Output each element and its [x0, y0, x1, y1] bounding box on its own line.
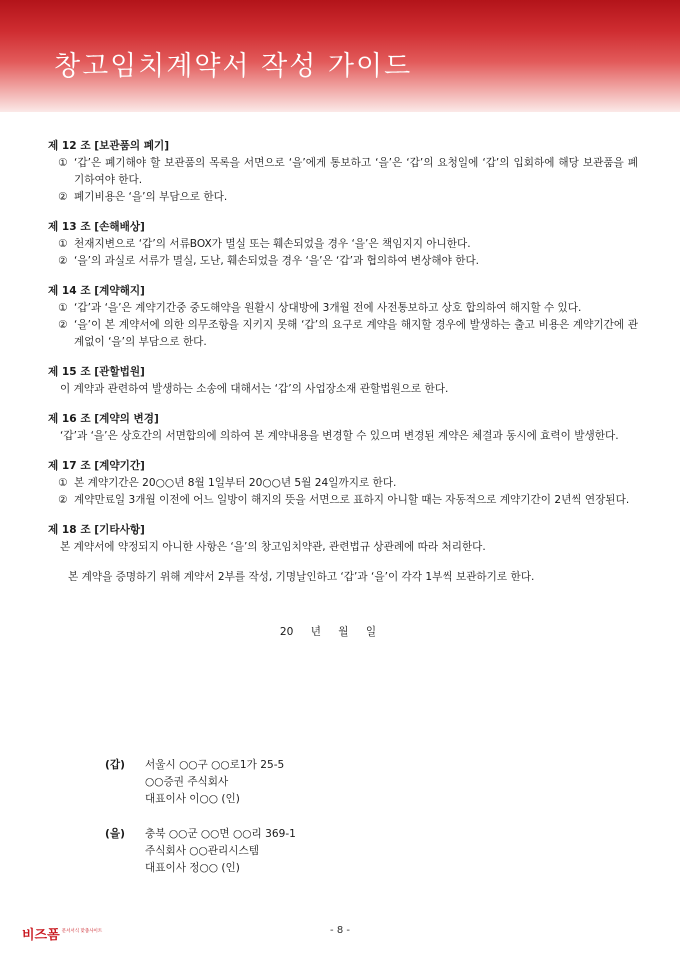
article-title: 제 16 조 [계약의 변경]	[48, 413, 159, 425]
item-number: ②	[58, 494, 68, 506]
item-number: ①	[58, 477, 68, 489]
list-item	[48, 155, 638, 189]
party-company: 주식회사 ○○관리시스템	[145, 845, 259, 857]
article-title: 제 18 조 [기타사항]	[48, 524, 145, 536]
item-text: ‘갑’과 ‘을’은 계약기간중 중도해약을 원활시 상대방에 3개월 전에 사전통보하고 상호 합의하여 해지할 수 있다.	[74, 302, 582, 314]
article-13	[48, 219, 638, 270]
item-text: 천재지변으로 ‘갑’의 서류BOX가 멸실 또는 훼손되었을 경우 ‘을’은 책임지지 아니한다.	[74, 238, 471, 250]
party-company: ○○증권 주식회사	[145, 776, 229, 788]
item-text: 폐기비용은 ‘을’의 부담으로 한다.	[74, 191, 228, 203]
article-text: ‘갑’과 ‘을’은 상호간의 서면합의에 의하여 본 계약내용을 변경할 수 있으며 변경된 계약은 체결과 동시에 효력이 발생한다.	[60, 430, 619, 442]
item-number: ①	[58, 157, 68, 169]
list-item	[48, 300, 638, 317]
article-17	[48, 458, 638, 509]
party-eul	[105, 826, 296, 877]
page-title: 창고임치계약서 작성 가이드	[54, 51, 413, 82]
list-item	[48, 189, 638, 206]
item-number: ②	[58, 191, 68, 203]
item-text: 계약만료일 3개월 이전에 어느 일방이 해지의 뜻을 서면으로 표하지 아니할 때는 자동적으로 계약기간이 2년씩 연장된다.	[74, 494, 630, 506]
list-item	[48, 475, 638, 492]
list-item	[48, 492, 638, 509]
list-item	[48, 317, 638, 351]
item-text: 본 계약기간은 20○○년 8월 1일부터 20○○년 5월 24일까지로 한다.	[74, 477, 397, 489]
item-text: ‘을’이 본 계약서에 의한 의무조항을 지키지 못해 ‘갑’의 요구로 계약을 해지할 경우에 발생하는 출고 비용은 계약기간에 관계없이 ‘을’의 부담으로 한다.	[74, 319, 638, 348]
article-title: 제 15 조 [관할법원]	[48, 366, 145, 378]
item-text: ‘을’의 과실로 서류가 멸실, 도난, 훼손되었을 경우 ‘을’은 ‘갑’과 협의하여 변상해야 한다.	[74, 255, 480, 267]
header-banner	[0, 0, 680, 112]
article-title: 제 13 조 [손해배상]	[48, 221, 145, 233]
document-body	[48, 138, 638, 641]
article-text: 본 계약서에 약정되지 아니한 사항은 ‘을’의 창고임치약관, 관련법규 상관례에 따라 처리한다.	[60, 541, 486, 553]
closing-statement: 본 계약을 증명하기 위해 계약서 2부를 작성, 기명날인하고 ‘갑’과 ‘을’이 각각 1부씩 보관하기로 한다.	[68, 571, 535, 583]
item-number: ②	[58, 319, 68, 331]
logo-tagline: 문서서식 맞춤사이트	[61, 929, 103, 934]
party-label: (을)	[105, 828, 125, 840]
item-text: ‘갑’은 폐기해야 할 보관품의 목록을 서면으로 ‘을’에게 통보하고 ‘을’은 ‘갑’의 요청일에 ‘갑’의 입회하에 해당 보관품을 폐기하여야 한다.	[74, 157, 638, 186]
article-12	[48, 138, 638, 206]
page-number: - 8 -	[330, 925, 350, 936]
party-details	[145, 757, 284, 808]
article-title: 제 12 조 [보관품의 폐기]	[48, 140, 170, 152]
party-address: 충북 ○○군 ○○면 ○○리 369-1	[145, 828, 296, 840]
item-number: ②	[58, 255, 68, 267]
list-item	[48, 236, 638, 253]
item-number: ①	[58, 302, 68, 314]
item-number: ①	[58, 238, 68, 250]
article-title: 제 17 조 [계약기간]	[48, 460, 145, 472]
party-details	[145, 826, 296, 877]
party-gap	[105, 757, 284, 808]
article-18	[48, 522, 638, 556]
party-representative: 대표이사 이○○ (인)	[145, 793, 240, 805]
article-14	[48, 283, 638, 351]
article-16	[48, 411, 638, 445]
party-label: (갑)	[105, 759, 125, 771]
party-representative: 대표이사 정○○ (인)	[145, 862, 240, 874]
article-15	[48, 364, 638, 398]
contract-date: 20 년 월 일	[279, 626, 377, 638]
party-address: 서울시 ○○구 ○○로1가 25-5	[145, 759, 285, 771]
list-item	[48, 253, 638, 270]
article-text: 이 계약과 관련하여 발생하는 소송에 대해서는 ‘갑’의 사업장소재 관할법원으로 한다.	[60, 383, 449, 395]
logo-text: 비즈폼	[22, 928, 60, 943]
article-title: 제 14 조 [계약해지]	[48, 285, 145, 297]
